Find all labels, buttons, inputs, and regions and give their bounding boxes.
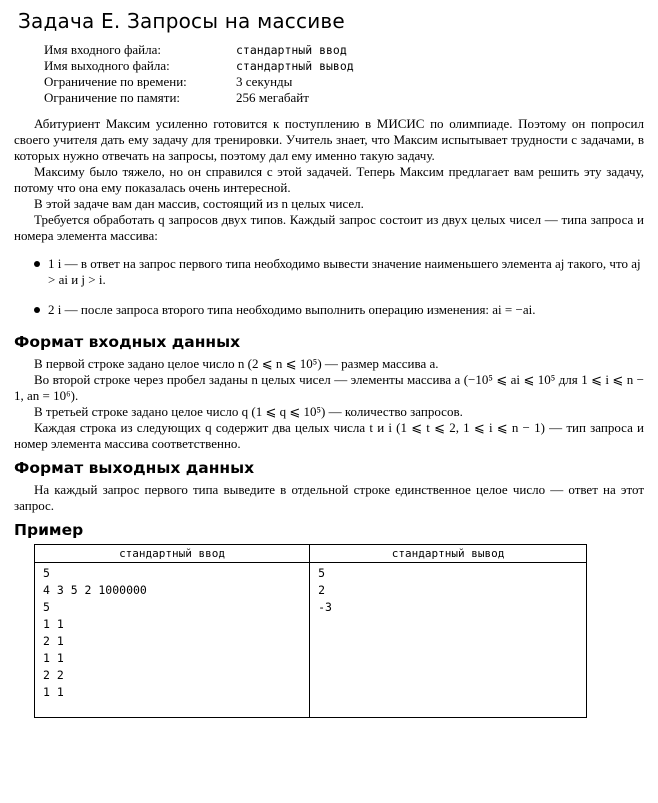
statement	[14, 116, 644, 318]
example-output	[310, 563, 587, 718]
input-column-header: стандартный ввод	[35, 545, 310, 563]
list-item-text: 1 i — в ответ на запрос первого типа необходимо вывести значение наименьшего элемента aj такого, что aj > ai и j > i.	[48, 256, 641, 287]
meta-value: 256 мегабайт	[236, 90, 309, 105]
input-line: 1 1	[43, 651, 64, 665]
statement-paragraph: Требуется обработать q запросов двух типов. Каждый запрос состоит из двух целых чисел — типа запроса и номера элемента массива:	[14, 212, 644, 243]
output-line: 2	[318, 583, 326, 597]
meta-label: Ограничение по времени:	[44, 74, 187, 89]
meta-label: Имя выходного файла:	[44, 58, 170, 73]
bullet-icon	[34, 307, 40, 313]
output-paragraph: На каждый запрос первого типа выведите в отдельной строке единственное целое число — ответ на этот запрос.	[14, 482, 644, 513]
list-item	[14, 302, 644, 318]
statement-paragraph: В этой задаче вам дан массив, состоящий из n целых чисел.	[34, 196, 364, 211]
meta-label: Ограничение по памяти:	[44, 90, 181, 105]
input-line: 1 1	[43, 617, 64, 631]
input-format	[14, 356, 644, 452]
example-table	[34, 544, 587, 718]
list-item	[14, 256, 644, 288]
input-file-row	[44, 42, 644, 58]
section-heading: Пример	[14, 521, 84, 539]
input-line: 4 3 5 2 1000000	[43, 583, 147, 597]
output-format	[14, 482, 644, 514]
meta-label: Имя входного файла:	[44, 42, 161, 57]
input-line: 2 1	[43, 634, 64, 648]
statement-paragraph: Абитуриент Максим усиленно готовится к поступлению в МИСИС по олимпиаде. Поэтому он попросил своего учителя дать ему задачу для тренировки. Учитель знает, что Максим испытывает трудности с задачами, в которых нужно отвечать на запросы, поэтому дал ему именно такую задачу.	[14, 116, 644, 163]
problem-limits	[44, 42, 644, 106]
meta-value: 3 секунды	[236, 74, 293, 89]
bullet-icon	[34, 261, 40, 267]
time-limit-row	[44, 74, 644, 90]
output-column-header: стандартный вывод	[310, 545, 587, 563]
example-input	[35, 563, 310, 718]
input-paragraph: В первой строке задано целое число n (2 ⩽ n ⩽ 10⁵) — размер массива a.	[34, 356, 439, 371]
list-item-text: 2 i — после запроса второго типа необходимо выполнить операцию изменения: ai = −ai.	[48, 302, 536, 317]
memory-limit-row	[44, 90, 644, 106]
query-types-list	[14, 256, 644, 318]
input-line: 1 1	[43, 685, 64, 699]
input-line: 5	[43, 600, 50, 614]
section-heading: Формат входных данных	[14, 333, 241, 351]
statement-paragraph: Максиму было тяжело, но он справился с этой задачей. Теперь Максим предлагает вам решить эту задачу, потому что она ему показалась очень интересной.	[14, 164, 644, 195]
output-line: -3	[318, 600, 332, 614]
input-paragraph: В третьей строке задано целое число q (1 ⩽ q ⩽ 10⁵) — количество запросов.	[34, 404, 463, 419]
input-line: 5	[43, 566, 50, 580]
input-paragraph: Каждая строка из следующих q содержит два целых числа t и i (1 ⩽ t ⩽ 2, 1 ⩽ i ⩽ n − 1) — тип запроса и номер элемента массива соответственно.	[14, 420, 644, 451]
output-file-row	[44, 58, 644, 74]
problem-title: Задача E. Запросы на массиве	[18, 9, 345, 33]
meta-value: стандартный ввод	[236, 43, 347, 57]
section-heading: Формат выходных данных	[14, 459, 255, 477]
meta-value: стандартный вывод	[236, 59, 354, 73]
output-line: 5	[318, 566, 326, 580]
input-paragraph: Во второй строке через пробел заданы n целых чисел — элементы массива a (−10⁵ ⩽ ai ⩽ 10⁵ для 1 ⩽ i ⩽ n − 1, an = 10⁶).	[14, 372, 644, 403]
input-line: 2 2	[43, 668, 64, 682]
